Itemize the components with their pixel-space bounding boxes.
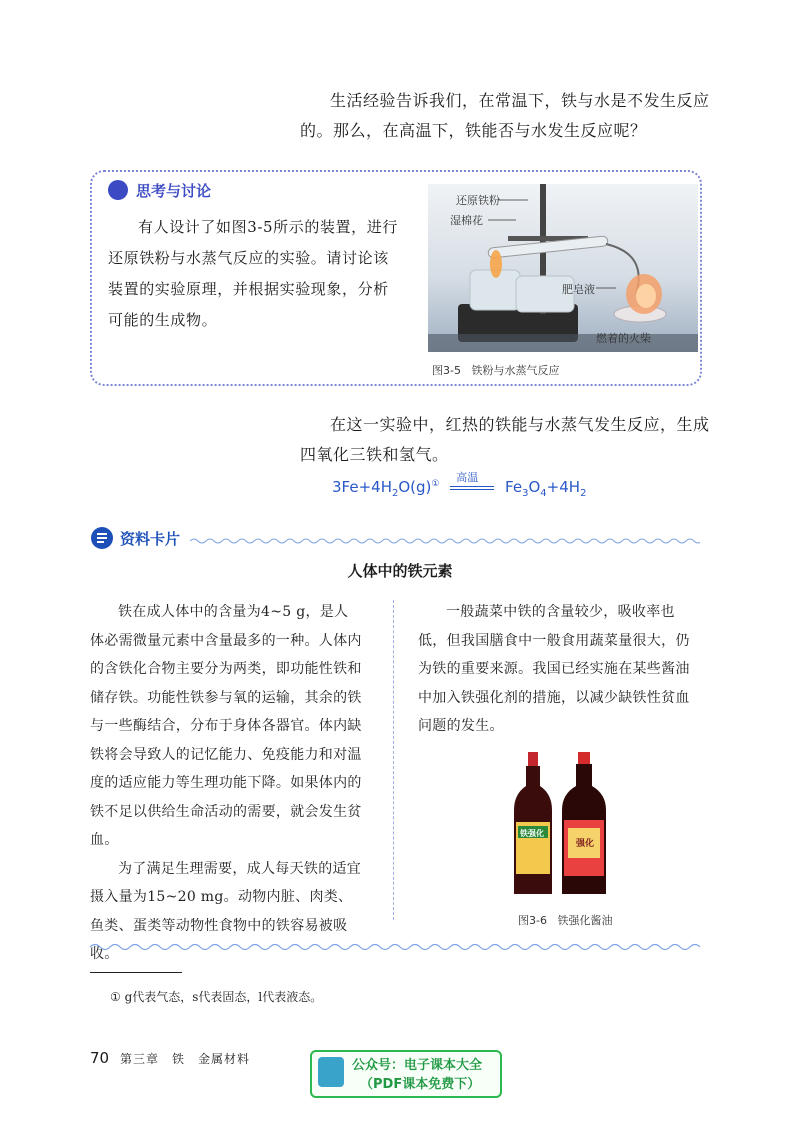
eq-reactant-iron: 3Fe+4H — [332, 478, 392, 496]
column-divider — [393, 600, 394, 920]
eq-product-fe: Fe — [505, 478, 523, 496]
article-left-paragraph-1: 铁在成人体中的含量为4~5 g，是人体必需微量元素中含量最多的一种。人体内的含铁化合物主要分为两类，即功能性铁和储存铁。功能性铁参与氧的运输，其余的铁与一些酶结合，分布于身体各器官。体内缺铁将会导致人的记忆能力、免疫能力和对温度的适应能力等生理功能下降。如果体内的铁不足以供给生命活动的需要，就会发生贫血。 — [90, 604, 362, 848]
experiment-photo — [428, 184, 698, 352]
eq-sub-h: 2 — [580, 488, 587, 499]
figure-3-6-number: 图3-6 — [518, 914, 547, 927]
chemical-equation — [332, 470, 587, 499]
think-discuss-text: 有人设计了如图3-5所示的装置，进行还原铁粉与水蒸气反应的实验。请讨论该装置的实验原理，并根据实验现象，分析可能的生成物。 — [108, 218, 398, 329]
footnote-text: ① g代表气态，s代表固态，l代表液态。 — [110, 990, 323, 1004]
article-left-paragraph-2: 为了满足生理需要，成人每天铁的适宜摄入量为15~20 mg。动物内脏、肉类、鱼类、蛋类等动物性食物中的铁容易被吸收。 — [90, 860, 362, 962]
article-right-column — [418, 598, 700, 741]
chapter-title: 第三章 铁 金属材料 — [120, 1052, 251, 1066]
soy-sauce-bottles-image — [514, 752, 618, 898]
article-left-column — [90, 598, 362, 969]
eq-sub-3: 3 — [522, 488, 529, 499]
label-burning-match: 燃着的火柴 — [596, 332, 651, 345]
watermark-line-2: （PDF课本免费下） — [360, 1077, 481, 1092]
eq-footnote-mark: ① — [431, 479, 440, 489]
eq-product-h: +4H — [546, 478, 581, 496]
figure-3-6-title: 铁强化酱油 — [557, 914, 613, 927]
eq-product-o: O — [528, 478, 541, 496]
data-card-icon — [90, 526, 114, 554]
intro-line-2: 的。那么，在高温下，铁能否与水发生反应呢？ — [300, 121, 647, 140]
intro-line-1: 生活经验告诉我们，在常温下，铁与水是不发生反应 — [330, 91, 710, 110]
article-title: 人体中的铁元素 — [347, 562, 453, 580]
eq-reactant-water: O(g) — [398, 478, 432, 496]
label-wet-cotton: 湿棉花 — [450, 214, 483, 227]
footnote-rule — [90, 972, 182, 973]
label-soap-liquid: 肥皂液 — [562, 283, 595, 296]
eq-sub-2: 2 — [391, 488, 399, 499]
eq-arrow — [450, 470, 494, 490]
watermark-line-1: 公众号：电子课本大全 — [352, 1058, 483, 1073]
page-number: 70 — [90, 1049, 110, 1067]
article-right-paragraph-1: 一般蔬菜中铁的含量较少，吸收率也低，但我国膳食中一般食用蔬菜量很大，仍为铁的重要来源。我国已经实施在某些酱油中加入铁强化剂的措施，以减少缺铁性贫血问题的发生。 — [418, 604, 690, 734]
data-card-label: 资料卡片 — [120, 530, 181, 548]
figure-3-5-number: 图3-5 — [432, 364, 461, 377]
eq-sub-4: 4 — [540, 488, 547, 499]
figure-3-5-title: 铁粉与水蒸气反应 — [471, 364, 560, 377]
bottle-1-label: 铁强化 — [520, 829, 544, 838]
think-discuss-icon — [108, 180, 128, 200]
book-icon — [318, 1057, 344, 1087]
eq-condition: 高温 — [456, 470, 479, 484]
bottle-2-label: 强化 — [576, 839, 595, 849]
figure-3-5-caption — [432, 362, 559, 378]
data-card-bottom-wave — [90, 942, 700, 952]
experiment-apparatus-illustration — [428, 184, 698, 352]
result-line-2: 四氧化三铁和氢气。 — [300, 445, 449, 464]
data-card-wave-divider — [190, 537, 700, 545]
result-line-1: 在这一实验中，红热的铁能与水蒸气发生反应，生成 — [330, 415, 710, 434]
think-discuss-title: 思考与讨论 — [136, 182, 212, 200]
label-iron-powder: 还原铁粉 — [456, 194, 500, 207]
figure-3-6-caption — [518, 912, 612, 928]
